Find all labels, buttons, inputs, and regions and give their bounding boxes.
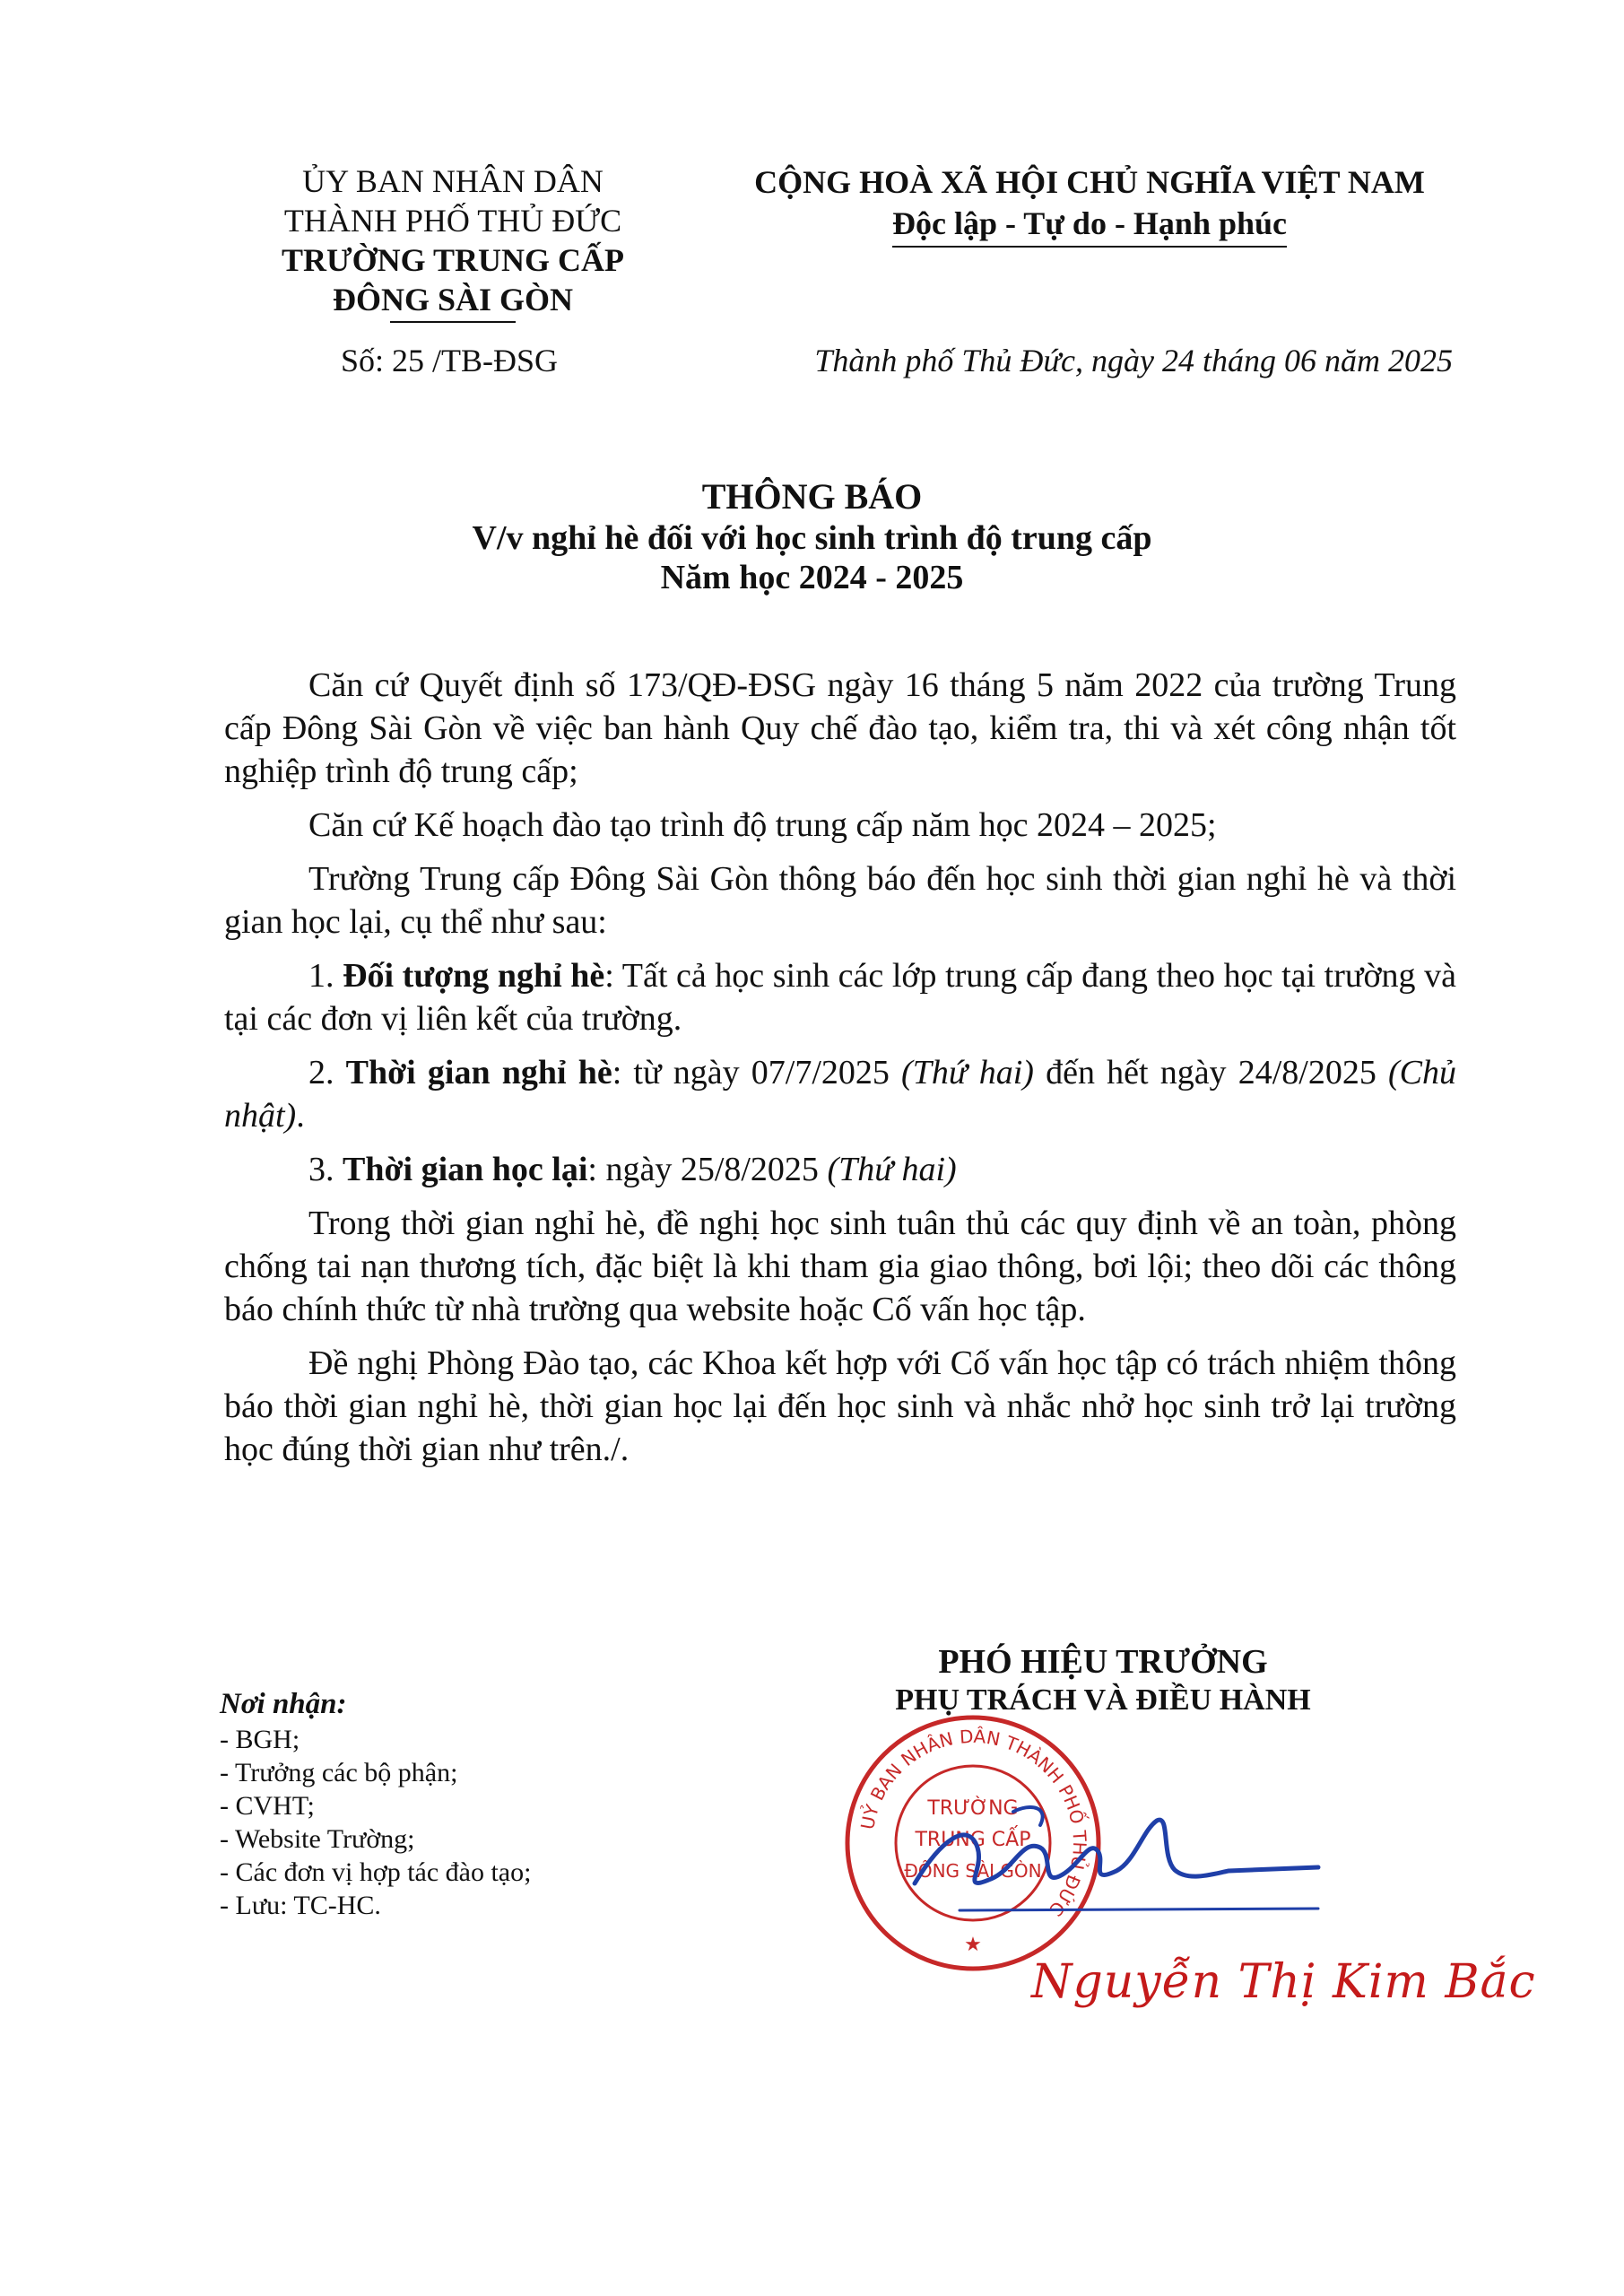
national-heading bbox=[708, 161, 1471, 248]
authority-line-1: ỦY BAN NHÂN DÂN bbox=[302, 163, 604, 199]
handwritten-signature bbox=[906, 1785, 1327, 1928]
notice-title bbox=[269, 475, 1355, 597]
item-2 bbox=[224, 1051, 1456, 1137]
item-2-label: Thời gian nghỉ hè bbox=[345, 1054, 612, 1091]
legal-basis-1: Căn cứ Quyết định số 173/QĐ-ĐSG ngày 16 tháng 5 năm 2022 của trường Trung cấp Đông Sài Gòn về việc ban hành Quy chế đào tạo, kiểm tra, thi và xét công nhận tốt nghiệp trình độ trung cấp; bbox=[224, 666, 1456, 790]
item-3-label: Thời gian học lại bbox=[343, 1151, 588, 1188]
signatory-title bbox=[834, 1641, 1372, 1718]
document-number: Số: 25 /TB-ĐSG bbox=[341, 343, 559, 378]
item-2-text-2: đến hết ngày 24/8/2025 bbox=[1033, 1054, 1388, 1091]
stamp-line-2: TRUNG CẤP bbox=[915, 1829, 1031, 1851]
recipient-item: - Các đơn vị hợp tác đào tạo; bbox=[220, 1857, 532, 1887]
item-3-text: : ngày 25/8/2025 bbox=[587, 1151, 828, 1188]
title-line-1: THÔNG BÁO bbox=[701, 476, 923, 517]
recipient-item: - BGH; bbox=[220, 1725, 300, 1754]
item-2-number: 2. bbox=[308, 1054, 334, 1091]
item-2-weekday-2: (Chủ nhật) bbox=[224, 1054, 1456, 1135]
recipient-item: - Website Trường; bbox=[220, 1824, 415, 1854]
item-1 bbox=[224, 954, 1456, 1040]
national-motto: Độc lập - Tự do - Hạnh phúc bbox=[892, 203, 1287, 248]
school-name-line-2: ĐÔNG SÀI GÒN bbox=[332, 282, 574, 317]
signatory-title-line-2: PHỤ TRÁCH VÀ ĐIỀU HÀNH bbox=[895, 1683, 1311, 1717]
request-paragraph: Đề nghị Phòng Đào tạo, các Khoa kết hợp với Cố vấn học tập có trách nhiệm thông báo thời gian nghỉ hè, thời gian học lại đến học sinh và nhắc nhở học sinh trở lại trường học đúng thời gian như trên./. bbox=[224, 1344, 1456, 1468]
legal-basis-2: Căn cứ Kế hoạch đào tạo trình độ trung cấp năm học 2024 – 2025; bbox=[308, 806, 1217, 844]
authority-line-2: THÀNH PHỐ THỦ ĐỨC bbox=[283, 203, 622, 239]
issuing-authority bbox=[233, 161, 673, 323]
notice-body bbox=[224, 664, 1456, 1482]
item-3-weekday: (Thứ hai) bbox=[827, 1151, 957, 1188]
stamp-line-3: ĐÔNG SÀI GÒN bbox=[904, 1860, 1042, 1882]
recipients-list bbox=[220, 1688, 531, 1922]
item-1-label: Đối tượng nghỉ hè bbox=[343, 957, 605, 995]
item-3-number: 3. bbox=[308, 1151, 334, 1188]
item-1-text: : Tất cả học sinh các lớp trung cấp đang theo học tại trường và tại các đơn vị liên kết của trường. bbox=[224, 957, 1456, 1038]
item-2-text-1: : từ ngày 07/7/2025 bbox=[612, 1054, 902, 1091]
svg-text:★: ★ bbox=[964, 1934, 982, 1956]
signer-name: Nguyễn Thị Kim Bắc bbox=[1031, 1955, 1536, 2009]
stamp-line-1: TRƯỜNG bbox=[927, 1797, 1019, 1820]
nation-name: CỘNG HOÀ XÃ HỘI CHỦ NGHĨA VIỆT NAM bbox=[754, 164, 1425, 200]
intro-paragraph: Trường Trung cấp Đông Sài Gòn thông báo đến học sinh thời gian nghỉ hè và thời gian học lại, cụ thể như sau: bbox=[224, 860, 1456, 941]
item-3 bbox=[224, 1148, 1456, 1191]
title-line-3: Năm học 2024 - 2025 bbox=[660, 559, 964, 596]
title-line-2: V/v nghỉ hè đối với học sinh trình độ trung cấp bbox=[472, 519, 1152, 557]
recipients-heading: Nơi nhận: bbox=[220, 1688, 347, 1720]
place-and-date: Thành phố Thủ Đức, ngày 24 tháng 06 năm 2025 bbox=[814, 343, 1453, 378]
header-divider bbox=[390, 321, 516, 323]
recipient-item: - Lưu: TC-HC. bbox=[220, 1891, 381, 1920]
safety-paragraph: Trong thời gian nghỉ hè, đề nghị học sinh tuân thủ các quy định về an toàn, phòng chống tai nạn thương tích, đặc biệt là khi tham gia giao thông, bơi lội; theo dõi các thông báo chính thức từ nhà trường qua website hoặc Cố vấn học tập. bbox=[224, 1205, 1456, 1328]
recipient-item: - CVHT; bbox=[220, 1791, 315, 1821]
item-2-end: . bbox=[296, 1097, 305, 1135]
school-name-line-1: TRƯỜNG TRUNG CẤP bbox=[281, 242, 624, 278]
stamp-ring-text: UỶ BAN NHÂN DÂN THÀNH PHỐ THỦ ĐỨC bbox=[855, 1725, 1091, 1921]
item-1-number: 1. bbox=[308, 957, 334, 995]
item-2-weekday-1: (Thứ hai) bbox=[901, 1054, 1034, 1091]
recipient-item: - Trưởng các bộ phận; bbox=[220, 1758, 458, 1787]
signatory-title-line-1: PHÓ HIỆU TRƯỞNG bbox=[938, 1643, 1268, 1681]
